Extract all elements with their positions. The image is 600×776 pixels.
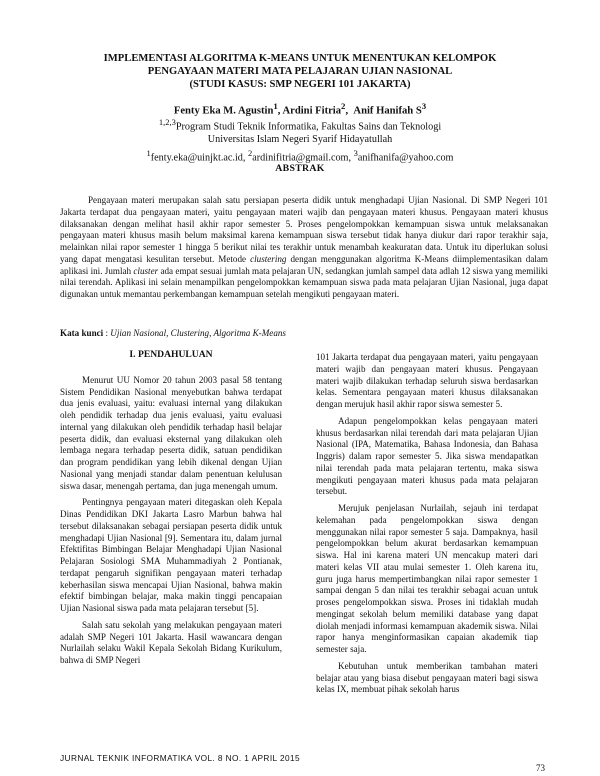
paragraph: Salah satu sekolah yang melakukan pengayaan materi adalah SMP Negeri 101 Jakarta. Hasil wawancara dengan Nurlailah selaku Wakil Kepala Sekolah Bidang Kurikulum, bahwa di SMP Negeri: [60, 619, 282, 665]
paragraph: Adapun pengelompokkan kelas pengayaan materi khusus berdasarkan nilai terendah dari mata pelajaran Ujian Nasional (IPA, Matematika, Bahasa Indonesia, dan Bahasa Inggris) dalam rapor semester 5. Jika siswa mendapatkan nilai terendah pada mata pelajaran tertentu, maka siswa mengikuti pengayaan materi khusus pada mata pelajaran tersebut.: [316, 415, 538, 497]
affiliation-mark: 1,2,3: [158, 117, 176, 127]
paragraph: Menurut UU Nomor 20 tahun 2003 pasal 58 tentang Sistem Pendidikan Nasional menyebutkan bahwa terdapat dua jenis evaluasi, yaitu: evaluasi internal yang dilakukan oleh pendidik terhadap dua jenis evaluasi, yaitu evaluasi internal yang dilakukan oleh pendidik terhadap hasil belajar peserta didik, dan evaluasi eksternal yang dilakukan oleh lembaga negara terhadap peserta didik, satuan pendidikan dan program pendidikan yang lebih dikenal dengan Ujian Nasional yang menjadi standar dalam penentuan kelulusan siswa dasar, menengah pertama, dan juga menengah umum.: [60, 374, 282, 491]
author-1: Fenty Eka M. Agustin: [173, 105, 274, 117]
paragraph: Pentingnya pengayaan materi ditegaskan oleh Kepala Dinas Pendidikan DKI Jakarta Lasro Marbun bahwa hal tersebut dilaksanakan sebagai persiapan peserta didik untuk menghadapi Ujian Nasional [9]. Sementara itu, dalam jurnal Efektifitas Bimbingan Belajar Menghadapi Ujian Nasional Pelajaran Sosiologi SMA Muhammadiyah 2 Pontianak, terdapat pengaruh signifikan pengayaan materi terhadap keberhasilan siswa mencapai Ujian Nasional, bahwa makin efektif bimbingan belajar, maka makin tinggi pencapaian Ujian Nasional siswa pada mata pelajaran tersebut [5].: [60, 497, 282, 613]
paragraph: 101 Jakarta terdapat dua pengayaan materi, yaitu pengayaan materi wajib dan pengayaan materi khusus. Pengayaan materi wajib dilakukan terhadap seluruh siswa berdasarkan kelas. Sementara pengayaan materi khusus dilaksanakan dengan merujuk hasil akhir rapor siswa semester 5.: [316, 352, 538, 409]
title-line-3: (STUDI KASUS: SMP NEGERI 101 JAKARTA): [189, 79, 411, 90]
right-column: [316, 352, 538, 701]
abstract-term-cluster: cluster: [133, 265, 159, 276]
left-column: [60, 349, 282, 672]
abstract-text-3: ada empat sesuai jumlah mata pelajaran UN, sedangkan jumlah sampel data adlah 12 siswa yang memiliki nilai terendah. Aplikasi ini selain menampilkan pengelompokkan kemampuan siswa pada mata pelajaran Ujian Nasional, juga dapat digunakan untuk memantau perkembangan kemampuan setelah mengikuti pengayaan materi.: [60, 265, 548, 299]
email-line: [60, 147, 540, 165]
keywords-values: Ujian Nasional, Clustering, Algoritma K-Means: [110, 328, 286, 338]
author-2-mark: 2: [341, 101, 346, 111]
title-line-1: IMPLEMENTASI ALGORITMA K-MEANS UNTUK MENENTUKAN KELOMPOK: [103, 53, 497, 64]
affiliation-university: Universitas Islam Negeri Syarif Hidayatullah: [207, 133, 393, 145]
author-1-mark: 1: [273, 101, 278, 111]
page-number: 73: [536, 763, 545, 773]
email-3: anifhanifa@yahoo.com: [357, 151, 454, 163]
email-2: ardinifitria@gmail.com,: [252, 151, 352, 163]
affiliation-block: [60, 116, 540, 165]
abstract-term-clustering: clustering: [250, 253, 287, 264]
author-list: Fenty Eka M. Agustin$^1$, Ardini Fitria$^2$, Anif Hanifah $S^3$: [173, 101, 427, 117]
title-line-2: PENGAYAAN MATERI MATA PELAJARAN UJIAN NASIONAL: [147, 66, 453, 77]
keywords: [60, 328, 548, 338]
author-3-mark: 3: [421, 101, 427, 111]
abstract-text-2: dengan menggunakan algoritma K-Means diimplementasikan dalam aplikasi ini. Jumlah: [60, 253, 548, 276]
email-1-mark: 1: [146, 147, 151, 158]
email-3-mark: 3: [353, 147, 358, 158]
abstract-text-1: Pengayaan materi merupakan salah satu persiapan peserta didik untuk menghadapi Ujian Nasional. Di SMP Negeri 101 Jakarta terdapat dua pengayaan materi, yaitu pengayaan materi wajib dan pengayaan materi khusus. Pengayaan materi khusus dilaksanakan dengan melihat hasil akhir rapor semester 5. Proses pengelompokkan kemampuan siswa untuk melaksanakan pengayaan materi khusus masih belum maksimal karena kemampuan siswa tersebut tidak hanya diukur dari rapor terakhir saja, melainkan nilai rapor semester 1 hingga 5 berikut nilai tes terakhir untuk menambah keakuratan data. Untuk itu diperlukan solusi yang dapat mengatasi kesulitan tersebut. Metode: [60, 195, 548, 264]
journal-footer: JURNAL TEKNIK INFORMATIKA VOL. 8 NO. 1 APRIL 2015: [60, 753, 301, 763]
email-1: fenty.eka@uinjkt.ac.id,: [150, 151, 246, 163]
paragraph: Kebutuhan untuk memberikan tambahan materi belajar atau yang biasa disebut pengayaan materi bagi siswa kelas IX, membuat pihak sekolah harus: [316, 660, 538, 695]
email-2-mark: 2: [248, 147, 253, 158]
abstract-body: [60, 195, 548, 301]
paper-title: [60, 52, 540, 91]
author-2: Ardini Fitria: [282, 105, 342, 117]
paragraph: Merujuk penjelasan Nurlailah, sejauh ini terdapat kelemahan pada pengelompokkan siswa dengan menggunakan nilai rapor semester 5 saja. Dampaknya, hasil pengelompokkan belum akurat berdasarkan kemampuan siswa. Hal ini karena materi UN mencakup materi dari materi kelas VII atau mulai semester 1. Oleh karena itu, guru juga harus mempertimbangkan nilai rapor semester 1 sampai dengan 5 dan nilai tes terakhir sebagai acuan untuk proses pengelompokkan siswa. Proses ini tidaklah mudah mengingat sekolah belum memiliki database yang dapat diolah menjadi informasi kemampuan akademik siswa. Nilai rapor hanya menginformasikan capaian akademik tiap semester saja.: [316, 503, 538, 654]
section-heading: I. PENDAHULUAN: [129, 349, 213, 360]
affiliation-dept: Program Studi Teknik Informatika, Fakultas Sains dan Teknologi: [175, 121, 442, 133]
author-3: Anif Hanifah S: [353, 105, 422, 117]
abstract-heading: ABSTRAK: [275, 163, 325, 174]
keywords-label: Kata kunci: [60, 328, 104, 338]
keywords-separator: :: [103, 328, 111, 338]
